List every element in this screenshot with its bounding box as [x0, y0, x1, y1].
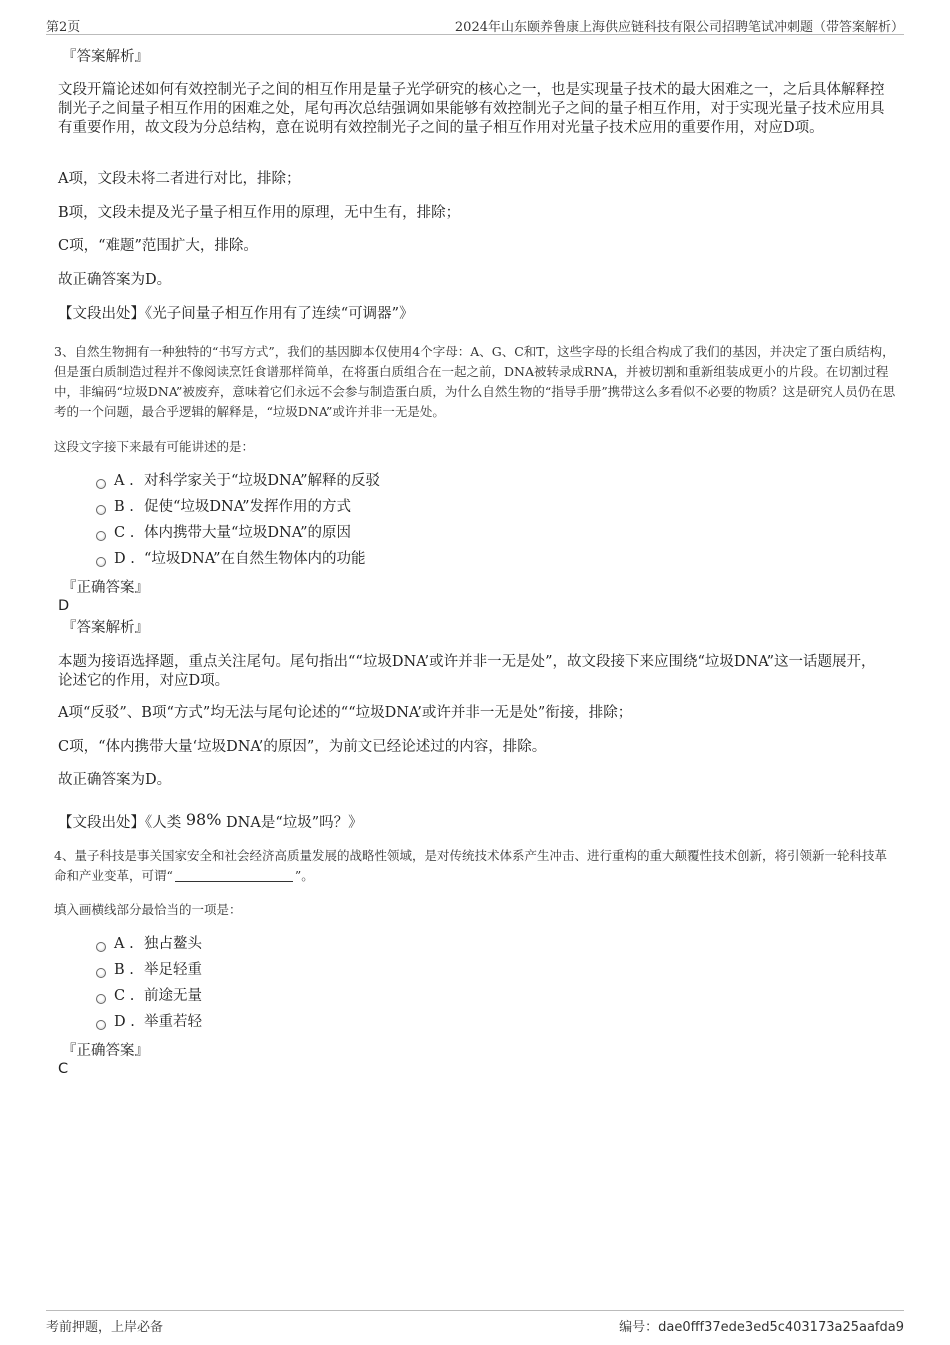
radio-button-icon[interactable] [96, 479, 106, 489]
q4-answer: C [58, 1061, 69, 1077]
radio-button-icon[interactable] [96, 557, 106, 567]
q2-note-c: C项，“难题”范围扩大，排除。 [58, 238, 258, 254]
q3-analysis-label: 『答案解析』 [62, 620, 149, 636]
page-footer [46, 1310, 904, 1333]
q2-note-a: A项，文段未将二者进行对比，排除； [58, 171, 301, 187]
q2-analysis-label: 『答案解析』 [62, 49, 149, 65]
footer-slogan: 考前押题，上岸必备 [46, 1320, 164, 1335]
page-header [46, 14, 904, 35]
radio-button-icon[interactable] [96, 994, 106, 1004]
q3-prompt: 这段文字接下来最有可能讲述的是： [54, 439, 255, 454]
q2-conclusion: 故正确答案为D。 [58, 272, 172, 288]
q3-conclusion: 故正确答案为D。 [58, 772, 172, 788]
q3-option-a[interactable]: A . 对科学家关于“垃圾DNA”解释的反驳 [96, 472, 380, 490]
q2-source: 【文段出处】《光子间量子相互作用有了连续“可调器”》 [58, 306, 414, 322]
q4-option-c[interactable]: C . 前途无量 [96, 987, 202, 1005]
q3-note-ab: A项“反驳”、B项“方式”均无法与尾句论述的““垃圾DNA’或许并非一无是处”衔接，排除； [58, 705, 633, 721]
radio-button-icon[interactable] [96, 531, 106, 541]
q3-option-d[interactable]: D . “垃圾DNA”在自然生物体内的功能 [96, 550, 365, 568]
q4-stem: 4、量子科技是事关国家安全和社会经济高质量发展的战略性领域，是对传统技术体系产生冲击、进行重构的重大颠覆性技术创新，将引领新一轮科技革命和产业变革，可谓“ ”。 [54, 848, 887, 883]
q3-note-c: C项，“体内携带大量‘垃圾DNA’的原因”，为前文已经论述过的内容，排除。 [58, 739, 547, 755]
q3-answer: D [58, 598, 70, 614]
q3-option-c[interactable]: C . 体内携带大量“垃圾DNA”的原因 [96, 524, 351, 542]
radio-button-icon[interactable] [96, 505, 106, 515]
q3-analysis-text: 本题为接语选择题，重点关注尾句。尾句指出““垃圾DNA’或许并非一无是处”，故文段接下来应围绕“垃圾DNA”这一话题展开，论述它的作用，对应D项。 [58, 654, 876, 689]
document-code: 编号：dae0fff37ede3ed5c403173a25aafda9 [619, 1320, 904, 1335]
q4-answer-label: 『正确答案』 [62, 1043, 149, 1059]
q2-note-b: B项，文段未提及光子量子相互作用的原理，无中生有，排除； [58, 205, 461, 221]
q3-source-percentage: 98% [185, 810, 222, 829]
radio-button-icon[interactable] [96, 1020, 106, 1030]
radio-button-icon[interactable] [96, 968, 106, 978]
q3-source: 【文段出处】《人类 98% DNA是“垃圾”吗？》 [58, 810, 363, 831]
q3-stem: 3、自然生物拥有一种独特的“书写方式”，我们的基因脚本仅使用4个字母：A、G、C和T，这些字母的长组合构成了我们的基因，并决定了蛋白质结构，但是蛋白质制造过程并不像阅读烹饪食谱那样简单，在将蛋白质组合在一起之前，DNA被转录成RNA，并被切割和重新组装成更小的片段。在切割过程中，非编码“垃圾DNA”被废弃，意味着它们永远不会参与制造蛋白质，为什么自然生物的“指导手册”携带这么多看似不必要的物质？这是研究人员仍在思考的一个问题，最合乎逻辑的解释是，“垃圾DNA”或许并非一无是处。 [54, 344, 896, 419]
q4-option-b[interactable]: B . 举足轻重 [96, 961, 202, 979]
q3-option-b[interactable]: B . 促使“垃圾DNA”发挥作用的方式 [96, 498, 351, 516]
radio-button-icon[interactable] [96, 942, 106, 952]
q4-option-a[interactable]: A . 独占鳌头 [96, 935, 202, 953]
q3-answer-label: 『正确答案』 [62, 580, 149, 596]
q4-prompt: 填入画横线部分最恰当的一项是： [54, 902, 242, 917]
q2-analysis-text: 文段开篇论述如何有效控制光子之间的相互作用是量子光学研究的核心之一，也是实现量子技术的最大困难之一，之后具体解释控制光子之间量子相互作用的困难之处，尾句再次总结强调如果能够有效控制光子之间的量子相互作用，对于实现光量子技术应用具有重要作用，故文段为分总结构，意在说明有效控制光子之间的量子相互作用对光量子技术应用的重要作用，对应D项。 [58, 82, 885, 136]
page-number: 第2页 [46, 20, 81, 35]
fill-in-blank[interactable] [175, 869, 293, 882]
document-title: 2024年山东颐养鲁康上海供应链科技有限公司招聘笔试冲刺题（带答案解析） [454, 20, 904, 35]
q4-option-d[interactable]: D . 举重若轻 [96, 1013, 202, 1031]
